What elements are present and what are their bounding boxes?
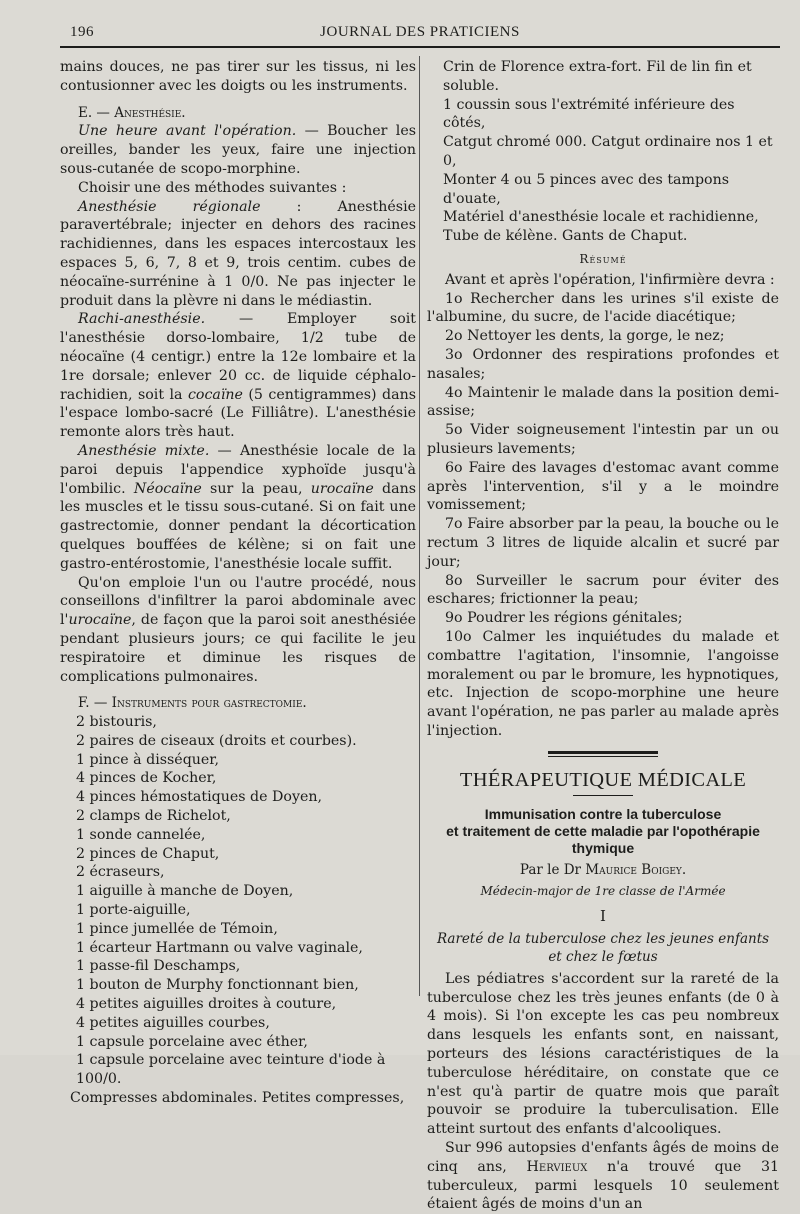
paragraph: Rachi-anesthésie. — Employer soit l'anesthésie dorso-lombaire, 1/2 tube de néocaïne (4 centigr.) entre la 12e lombaire et la 1re dorsale; enlever 20 cc. de liquide céphalo-rachidien, soit la cocaïne (5 centigrammes) dans l'espace lombo-sacré (Le Filliâtre). L'anesthésie remonte alors très haut. <box>60 311 416 441</box>
resume-item: 9o Poudrer les régions génitales; <box>445 610 683 627</box>
list-item: 1 sonde cannelée, <box>76 826 206 843</box>
list-item: 1 porte-aiguille, <box>76 902 191 919</box>
running-head <box>60 24 780 44</box>
list-item: 1 capsule porcelaine avec éther, <box>76 1033 308 1050</box>
list-item: 4 pinces hémostatiques de Doyen, <box>76 789 323 806</box>
paragraph: Les pédiatres s'accordent sur la rareté de la tuberculose chez les très jeunes enfants (de 0 à 4 mois). Si l'on excepte les cas peu nombreux dans lesquels les enfants sont, en naissant, porteurs des lésions caractéristiques de la tuberculose héréditaire, on constate que ce n'est qu'à partir de quatre mois que paraît pouvoir se produire la tuberculisation. Elle atteint surtout des enfants d'alcooliques. <box>427 970 779 1138</box>
list-item: 4 pinces de Kocher, <box>76 770 217 787</box>
resume-item: 7o Faire absorber par la peau, la bouche ou le rectum 3 litres de liquide alcalin et sucré par jour; <box>427 516 779 570</box>
list-item: 2 pinces de Chaput, <box>76 845 220 862</box>
paragraph: Avant et après l'opération, l'infirmière devra : <box>445 271 775 288</box>
section-heading-e: E. — Anesthésie. <box>78 104 186 121</box>
resume-item: 3o Ordonner des respirations profondes et nasales; <box>427 346 779 382</box>
paragraph: Qu'on emploie l'un ou l'autre procédé, nous conseillons d'infiltrer la paroi abdominale avec l'urocaïne, de façon que la paroi soit anesthésiée pendant plusieurs jours; ce qui facilite le jeu respiratoire et diminue les risques de complications pulmonaires. <box>60 574 416 685</box>
resume-heading: Résumé <box>579 251 627 266</box>
list-item: 4 petites aiguilles courbes, <box>76 1014 270 1031</box>
paragraph: mains douces, ne pas tirer sur les tissus, ni les contusionner avec les doigts ou les instruments. <box>60 59 416 94</box>
supplies-list <box>427 58 779 246</box>
left-column <box>60 58 416 1108</box>
byline: Par le Dr Maurice Boigey. <box>519 862 687 879</box>
list-item: 1 pince jumellée de Témoin, <box>76 920 278 937</box>
right-column <box>427 58 779 1214</box>
chapter-number: I <box>600 907 606 926</box>
journal-title: JOURNAL DES PRATICIENS <box>320 24 520 40</box>
paragraph: Sur 996 autopsies d'enfants âgés de moins de cinq ans, Hervieux n'a trouvé que 31 tuberculeux, parmi lesquels 10 seulement étaient âgés de moins d'un an <box>427 1140 780 1213</box>
list-item: Catgut chromé 000. Catgut ordinaire nos 1 et 0, <box>443 134 773 169</box>
list-item: 1 écarteur Hartmann ou valve vaginale, <box>76 939 363 956</box>
resume-item: 6o Faire des lavages d'estomac avant comme après l'intervention, s'il y a le moindre vomissement; <box>427 459 779 514</box>
list-item: 2 paires de ciseaux (droits et courbes). <box>76 732 357 749</box>
list-item: 1 capsule porcelaine avec teinture d'iode à 100/0. <box>76 1052 386 1088</box>
page-number: 196 <box>70 24 94 40</box>
resume-item: 8o Surveiller le sacrum pour éviter des eschares; frictionner la peau; <box>427 572 779 608</box>
paragraph: Une heure avant l'opération. — Boucher les oreilles, bander les yeux, faire une injection sous-cutanée de scopo-morphine. <box>60 123 416 177</box>
paragraph: Anesthésie mixte. — Anesthésie locale de la paroi depuis l'appendice xyphoïde jusqu'à l'ombilic. Néocaïne sur la peau, urocaïne dans les muscles et le tissu sous-cutané. Si on fait une gastrectomie, donner pendant la décortication quelques bouffées de kélène; si on fait une gastro-entérostomie, l'anesthésie locale suffit. <box>60 442 417 572</box>
paragraph: Choisir une des méthodes suivantes : <box>78 179 347 196</box>
section-heading-f: F. — Instruments pour gastrectomie. <box>78 695 307 712</box>
chapter-subtitle: Rareté de la tuberculose chez les jeunes enfants et chez le fœtus <box>436 930 770 965</box>
resume-item: 1o Rechercher dans les urines s'il existe de l'albumine, du sucre, de l'acide diacétique; <box>427 290 779 326</box>
resume-item: 4o Maintenir le malade dans la position demi-assise; <box>427 384 779 420</box>
article-title: Immunisation contre la tuberculose et traitement de cette maladie par l'opothérapie thymique <box>446 806 760 857</box>
section-separator <box>548 751 658 757</box>
paragraph: Anesthésie régionale : Anesthésie paravertébrale; injecter en dehors des racines rachidiennes, dans les espaces intercostaux les espaces 5, 6, 7, 8 et 9, trois centim. cubes de néocaïne-surrénine à 1 0/0. Ne pas injecter le produit dans la plèvre ni dans le médiastin. <box>60 198 417 309</box>
column-divider <box>419 56 420 996</box>
list-item: 1 bouton de Murphy fonctionnant bien, <box>76 977 359 994</box>
resume-item: 5o Vider soigneusement l'intestin par un ou plusieurs lavements; <box>427 422 779 457</box>
header-rule <box>60 46 780 48</box>
list-item: 2 bistouris, <box>76 714 157 731</box>
resume-item: 2o Nettoyer les dents, la gorge, le nez; <box>445 328 725 345</box>
list-item: 1 coussin sous l'extrémité inférieure des côtés, <box>443 96 735 132</box>
affiliation: Médecin-major de 1re classe de l'Armée <box>480 884 726 899</box>
instrument-list <box>60 713 416 1089</box>
list-item: Crin de Florence extra-fort. Fil de lin fin et soluble. <box>443 59 752 94</box>
list-item: Tube de kélène. Gants de Chaput. <box>443 228 688 245</box>
list-item: Monter 4 ou 5 pinces avec des tampons d'ouate, <box>443 171 729 207</box>
list-item: 1 aiguille à manche de Doyen, <box>76 883 294 900</box>
list-item: 1 passe-fil Deschamps, <box>76 958 241 975</box>
list-item: Matériel d'anesthésie locale et rachidienne, <box>443 209 759 226</box>
list-item: 2 clamps de Richelot, <box>76 808 231 825</box>
section-title: THÉRAPEUTIQUE MÉDICALE <box>459 768 747 791</box>
list-item: 4 petites aiguilles droites à couture, <box>76 996 337 1013</box>
list-item: 1 pince à disséquer, <box>76 751 220 768</box>
paragraph: Compresses abdominales. Petites compresses, <box>70 1090 405 1107</box>
title-rule <box>573 795 633 796</box>
list-item: 2 écraseurs, <box>76 864 165 881</box>
resume-item: 10o Calmer les inquiétudes du malade et combattre l'agitation, l'insomnie, l'angoisse moralement ou par le bromure, les hypnotiques, etc. Injection de scopo-morphine une heure avant l'opération, ne pas parler au malade après l'injection. <box>427 628 779 739</box>
